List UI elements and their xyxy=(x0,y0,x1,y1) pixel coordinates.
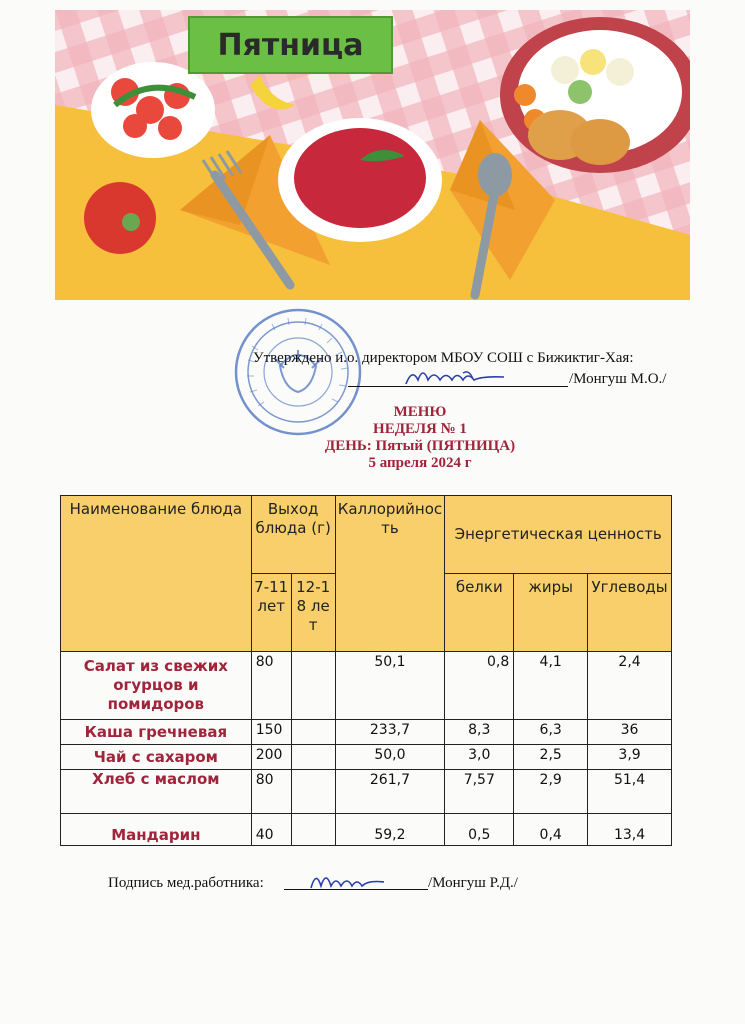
protein: 3,0 xyxy=(445,745,514,770)
protein: 0,8 xyxy=(445,652,514,720)
menu-heading xyxy=(300,404,540,472)
header-energy: Энергетическая ценность xyxy=(445,496,672,574)
protein: 0,5 xyxy=(445,814,514,846)
output-7-11: 80 xyxy=(251,770,291,814)
header-dish: Наименование блюда xyxy=(61,496,252,652)
dish-name: Хлеб с маслом xyxy=(61,770,252,814)
header-calories: Каллорийность xyxy=(335,496,445,652)
output-12-18 xyxy=(291,814,335,846)
table-row xyxy=(61,770,672,814)
calories: 50,1 xyxy=(335,652,445,720)
fat: 6,3 xyxy=(514,720,588,745)
output-12-18 xyxy=(291,652,335,720)
output-7-11: 80 xyxy=(251,652,291,720)
dish-name: Мандарин xyxy=(61,814,252,846)
output-12-18 xyxy=(291,745,335,770)
table-row xyxy=(61,652,672,720)
dish-name: Чай с сахаром xyxy=(61,745,252,770)
medical-name: /Монгуш Р.Д./ xyxy=(428,875,518,891)
menu-week: НЕДЕЛЯ № 1 xyxy=(373,421,467,437)
output-12-18 xyxy=(291,720,335,745)
header-protein: белки xyxy=(445,574,514,652)
medical-signature-row xyxy=(108,870,578,894)
fat: 4,1 xyxy=(514,652,588,720)
director-name: /Монгуш М.О./ xyxy=(569,371,667,387)
fat: 0,4 xyxy=(514,814,588,846)
medical-signature xyxy=(308,870,388,892)
header-output: Выход блюда (г) xyxy=(251,496,335,574)
protein: 8,3 xyxy=(445,720,514,745)
table-row xyxy=(61,814,672,846)
menu-title: МЕНЮ xyxy=(393,404,447,420)
header-age-12-18: 12-18 лет xyxy=(291,574,335,652)
header-fat: жиры xyxy=(514,574,588,652)
calories: 233,7 xyxy=(335,720,445,745)
menu-day: ДЕНЬ: Пятый (ПЯТНИЦА) xyxy=(324,438,516,454)
carbs: 13,4 xyxy=(588,814,672,846)
table-row xyxy=(61,745,672,770)
carbs: 51,4 xyxy=(588,770,672,814)
banner-illustration xyxy=(55,10,690,300)
output-7-11: 150 xyxy=(251,720,291,745)
approval-text: Утверждено и.о. директором МБОУ СОШ с Бижиктиг-Хая: xyxy=(253,350,634,366)
director-signature-row xyxy=(348,367,688,389)
calories: 50,0 xyxy=(335,745,445,770)
header-age-7-11: 7-11 лет xyxy=(251,574,291,652)
menu-table xyxy=(60,495,672,846)
fat: 2,5 xyxy=(514,745,588,770)
carbs: 3,9 xyxy=(588,745,672,770)
dish-name: Салат из свежих огурцов и помидоров xyxy=(61,652,252,720)
output-7-11: 200 xyxy=(251,745,291,770)
day-label: Пятница xyxy=(188,16,393,74)
output-12-18 xyxy=(291,770,335,814)
dish-name: Каша гречневая xyxy=(61,720,252,745)
fat: 2,9 xyxy=(514,770,588,814)
output-7-11: 40 xyxy=(251,814,291,846)
calories: 59,2 xyxy=(335,814,445,846)
menu-date: 5 апреля 2024 г xyxy=(368,455,472,471)
calories: 261,7 xyxy=(335,770,445,814)
table-row xyxy=(61,720,672,745)
protein: 7,57 xyxy=(445,770,514,814)
header-carbs: Углеводы xyxy=(588,574,672,652)
director-signature xyxy=(403,367,508,389)
carbs: 36 xyxy=(588,720,672,745)
medical-label: Подпись мед.работника: xyxy=(108,875,264,891)
carbs: 2,4 xyxy=(588,652,672,720)
